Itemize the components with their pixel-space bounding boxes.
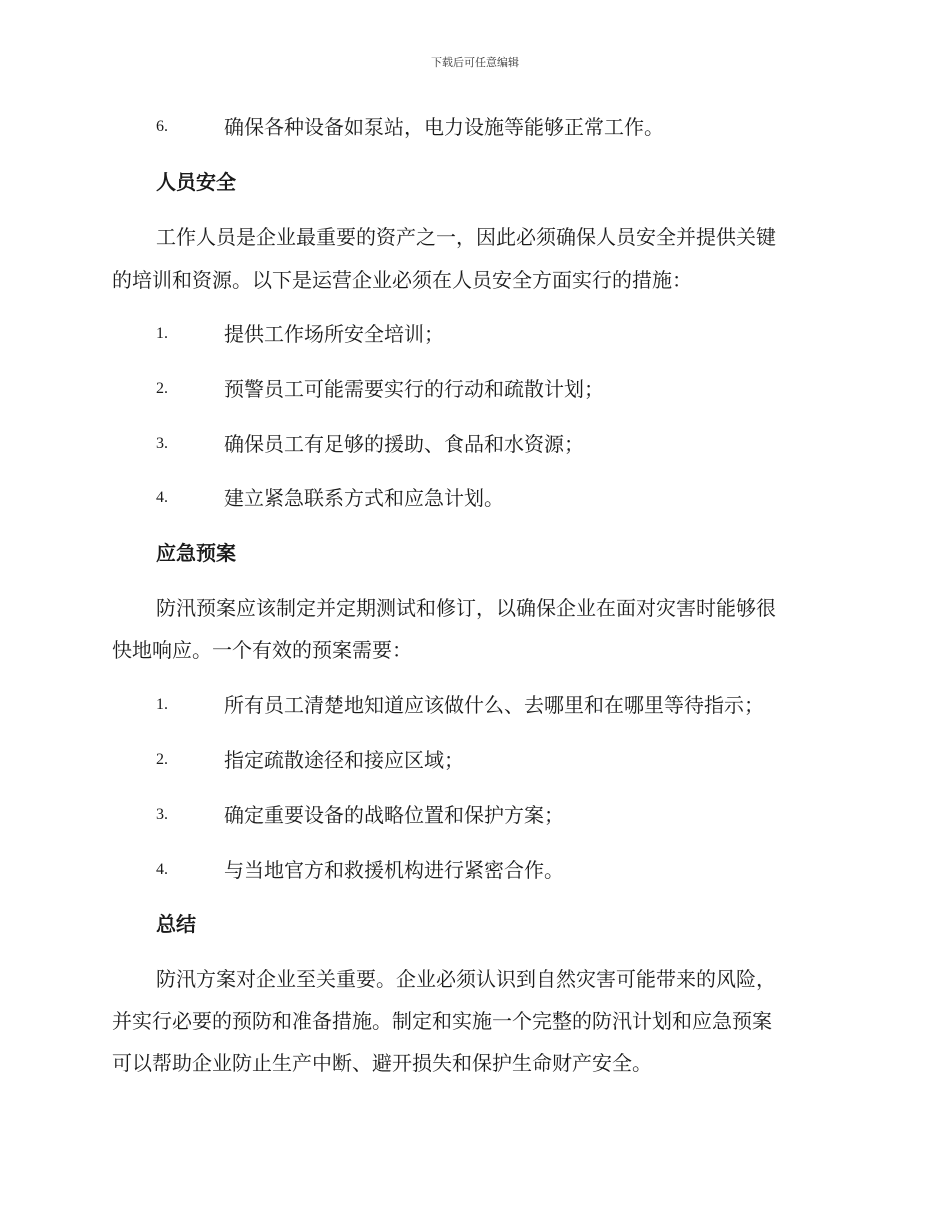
section-heading-emergency-plan: 应急预案 [156,541,236,565]
paragraph-line: 快地响应。一个有效的预案需要： [112,638,412,662]
paragraph-line: 防汛方案对企业至关重要。企业必须认识到自然灾害可能带来的风险， [156,967,776,991]
header-note: 下载后可任意编辑 [431,56,519,69]
list-item-text: 确保各种设备如泵站，电力设施等能够正常工作。 [224,115,664,139]
paragraph-line: 防汛预案应该制定并定期测试和修订，以确保企业在面对灾害时能够很 [156,596,776,620]
list-item-text: 预警员工可能需要实行的行动和疏散计划； [224,377,604,401]
section-heading-personnel-safety: 人员安全 [156,170,236,194]
list-item-number: 1. [156,325,168,342]
paragraph-line: 并实行必要的预防和准备措施。制定和实施一个完整的防汛计划和应急预案 [112,1009,772,1033]
list-item-text: 确保员工有足够的援助、食品和水资源； [224,432,584,456]
list-item-number: 1. [156,696,168,713]
list-item-number: 6. [156,118,168,135]
list-item-number: 3. [156,435,168,452]
list-item-number: 2. [156,380,168,397]
list-item-text: 指定疏散途径和接应区域； [224,748,464,772]
list-item-number: 4. [156,489,168,506]
list-item-number: 3. [156,806,168,823]
paragraph-line: 可以帮助企业防止生产中断、避开损失和保护生命财产安全。 [112,1051,652,1075]
list-item-text: 提供工作场所安全培训； [224,322,444,346]
list-item-number: 2. [156,751,168,768]
section-heading-summary: 总结 [156,912,196,936]
list-item-text: 所有员工清楚地知道应该做什么、去哪里和在哪里等待指示； [224,693,764,717]
paragraph-line: 工作人员是企业最重要的资产之一，因此必须确保人员安全并提供关键 [156,225,776,249]
list-item-text: 与当地官方和救援机构进行紧密合作。 [224,858,564,882]
list-item-number: 4. [156,861,168,878]
paragraph-line: 的培训和资源。以下是运营企业必须在人员安全方面实行的措施： [112,268,692,292]
list-item-text: 建立紧急联系方式和应急计划。 [224,486,504,510]
list-item-text: 确定重要设备的战略位置和保护方案； [224,803,564,827]
